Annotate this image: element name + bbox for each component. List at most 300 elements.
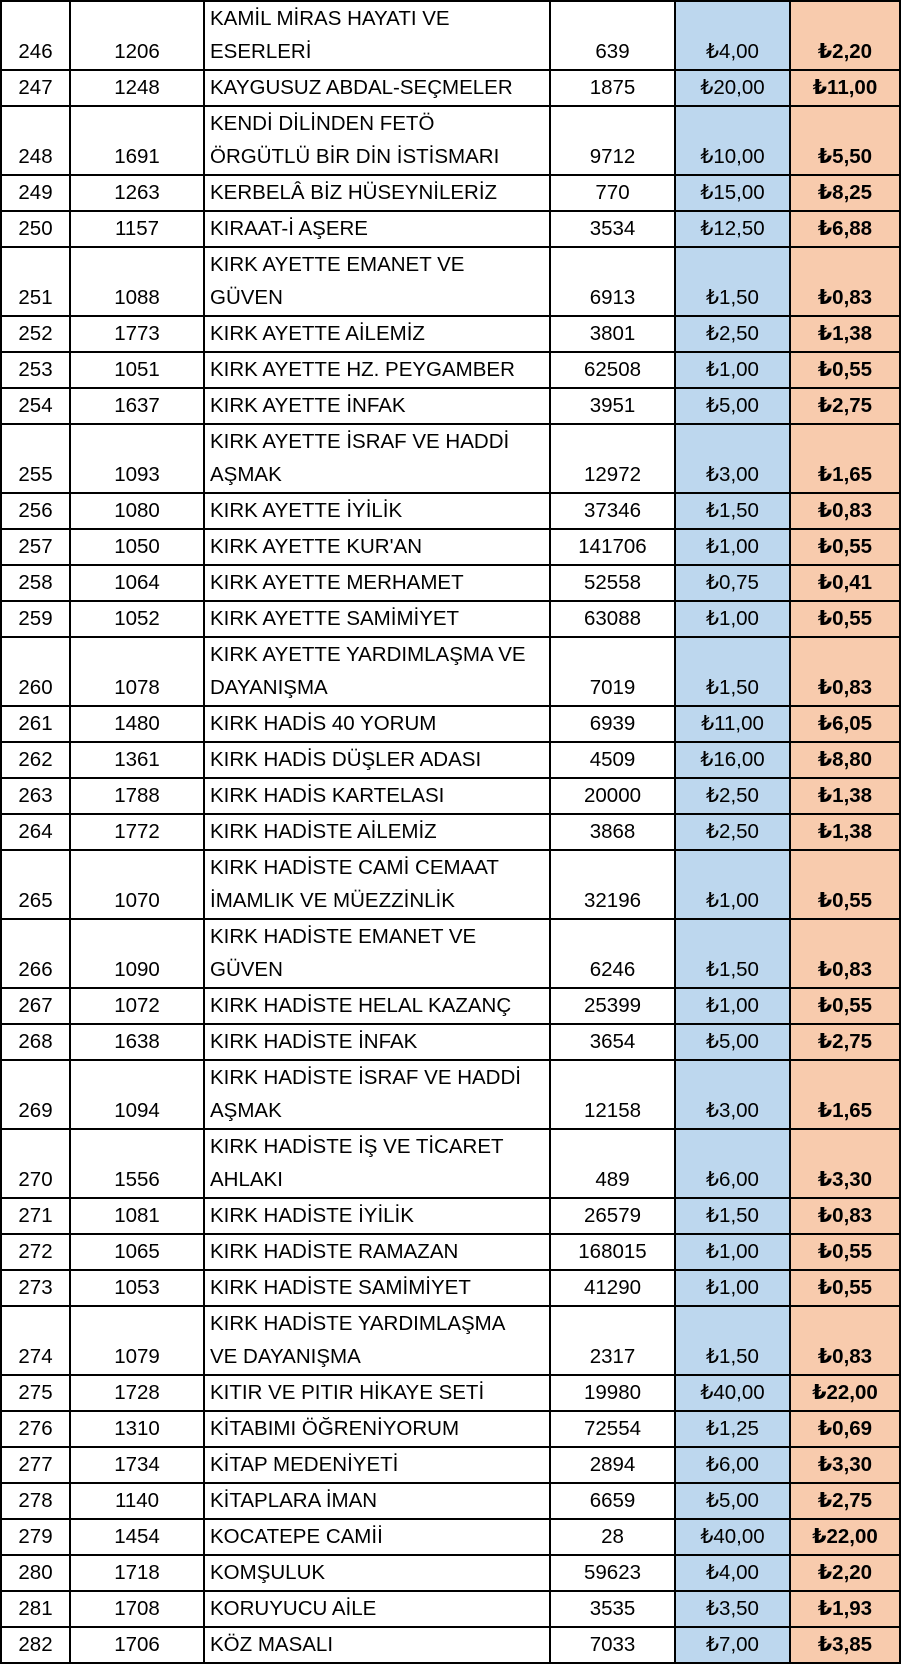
list-price-cell: ₺40,00	[675, 1375, 790, 1411]
discounted-price-cell: ₺22,00	[790, 1519, 900, 1555]
discounted-price-cell: ₺6,05	[790, 706, 900, 742]
row-number-cell: 281	[1, 1591, 70, 1627]
row-number-cell: 263	[1, 778, 70, 814]
book-title-cell	[204, 1306, 550, 1375]
discounted-price-cell: ₺3,30	[790, 1447, 900, 1483]
product-code-cell: 1310	[70, 1411, 204, 1447]
discounted-price-cell: ₺0,83	[790, 493, 900, 529]
discounted-price-cell: ₺3,85	[790, 1627, 900, 1663]
book-title-cell	[204, 1483, 550, 1519]
book-title-line: KIRK AYETTE SAMİMİYET	[210, 607, 460, 630]
row-number-cell: 260	[1, 637, 70, 706]
table-row	[1, 211, 900, 247]
table-row	[1, 1234, 900, 1270]
discounted-price-cell: ₺0,69	[790, 1411, 900, 1447]
table-row	[1, 424, 900, 493]
product-code-cell: 1052	[70, 601, 204, 637]
book-title-line: KIRK HADİS KARTELASI	[210, 784, 445, 807]
book-title-cell	[204, 814, 550, 850]
stock-quantity-cell: 72554	[550, 1411, 675, 1447]
book-title-line: KIRK HADİSTE İYİLİK	[210, 1204, 414, 1227]
row-number-cell: 266	[1, 919, 70, 988]
book-title-line: KIRK HADİSTE HELAL KAZANÇ	[210, 994, 512, 1017]
product-code-cell: 1090	[70, 919, 204, 988]
book-title-cell	[204, 106, 550, 175]
book-title-line: KOCATEPE CAMİİ	[210, 1525, 383, 1548]
table-row	[1, 175, 900, 211]
stock-quantity-cell: 26579	[550, 1198, 675, 1234]
discounted-price-cell: ₺0,55	[790, 352, 900, 388]
table-row	[1, 247, 900, 316]
book-title-line: KIRK AYETTE İYİLİK	[210, 499, 403, 522]
product-code-cell: 1734	[70, 1447, 204, 1483]
discounted-price-cell: ₺22,00	[790, 1375, 900, 1411]
discounted-price-cell: ₺8,25	[790, 175, 900, 211]
product-code-cell: 1788	[70, 778, 204, 814]
book-title-cell	[204, 601, 550, 637]
list-price-cell: ₺3,50	[675, 1591, 790, 1627]
table-row	[1, 1519, 900, 1555]
book-title-cell	[204, 919, 550, 988]
discounted-price-cell: ₺2,75	[790, 388, 900, 424]
product-code-cell: 1065	[70, 1234, 204, 1270]
list-price-cell: ₺40,00	[675, 1519, 790, 1555]
book-title-cell	[204, 1519, 550, 1555]
discounted-price-cell: ₺2,75	[790, 1483, 900, 1519]
book-title-cell	[204, 493, 550, 529]
list-price-cell: ₺1,00	[675, 601, 790, 637]
stock-quantity-cell: 639	[550, 1, 675, 70]
row-number-cell: 259	[1, 601, 70, 637]
book-title-cell	[204, 175, 550, 211]
row-number-cell: 261	[1, 706, 70, 742]
product-code-cell: 1691	[70, 106, 204, 175]
list-price-cell: ₺3,00	[675, 1060, 790, 1129]
stock-quantity-cell: 9712	[550, 106, 675, 175]
list-price-cell: ₺4,00	[675, 1, 790, 70]
book-title-line: KIRK AYETTE YARDIMLAŞMA VE	[210, 643, 526, 666]
row-number-cell: 278	[1, 1483, 70, 1519]
list-price-cell: ₺1,00	[675, 1234, 790, 1270]
row-number-cell: 254	[1, 388, 70, 424]
list-price-cell: ₺15,00	[675, 175, 790, 211]
discounted-price-cell: ₺0,83	[790, 247, 900, 316]
table-row	[1, 637, 900, 706]
product-code-cell: 1206	[70, 1, 204, 70]
book-title-cell	[204, 529, 550, 565]
table-row	[1, 1627, 900, 1663]
book-title-line: KIRK HADİSTE EMANET VE	[210, 925, 477, 948]
book-title-line: KIRK HADİSTE RAMAZAN	[210, 1240, 459, 1263]
book-title-cell	[204, 1591, 550, 1627]
stock-quantity-cell: 6913	[550, 247, 675, 316]
stock-quantity-cell: 63088	[550, 601, 675, 637]
stock-quantity-cell: 2894	[550, 1447, 675, 1483]
book-title-line: KIRAAT-İ AŞERE	[210, 217, 368, 240]
discounted-price-cell: ₺1,65	[790, 424, 900, 493]
list-price-cell: ₺1,00	[675, 352, 790, 388]
discounted-price-cell: ₺1,93	[790, 1591, 900, 1627]
discounted-price-cell: ₺0,55	[790, 850, 900, 919]
list-price-cell: ₺11,00	[675, 706, 790, 742]
row-number-cell: 257	[1, 529, 70, 565]
stock-quantity-cell: 62508	[550, 352, 675, 388]
product-code-cell: 1140	[70, 1483, 204, 1519]
product-code-cell: 1093	[70, 424, 204, 493]
product-code-cell: 1773	[70, 316, 204, 352]
product-code-cell: 1706	[70, 1627, 204, 1663]
book-title-line: KIRK HADİSTE CAMİ CEMAAT	[210, 856, 499, 879]
list-price-cell: ₺20,00	[675, 70, 790, 106]
book-title-cell	[204, 352, 550, 388]
list-price-cell: ₺1,50	[675, 1198, 790, 1234]
list-price-cell: ₺2,50	[675, 814, 790, 850]
book-title-line: KAMİL MİRAS HAYATI VE	[210, 7, 450, 30]
list-price-cell: ₺1,25	[675, 1411, 790, 1447]
list-price-cell: ₺1,00	[675, 529, 790, 565]
book-title-cell	[204, 1234, 550, 1270]
product-code-cell: 1157	[70, 211, 204, 247]
row-number-cell: 277	[1, 1447, 70, 1483]
book-title-line: KIRK HADİSTE AİLEMİZ	[210, 820, 437, 843]
list-price-cell: ₺0,75	[675, 565, 790, 601]
product-code-cell: 1079	[70, 1306, 204, 1375]
book-title-cell	[204, 211, 550, 247]
product-code-cell: 1454	[70, 1519, 204, 1555]
stock-quantity-cell: 2317	[550, 1306, 675, 1375]
stock-quantity-cell: 3951	[550, 388, 675, 424]
row-number-cell: 272	[1, 1234, 70, 1270]
list-price-cell: ₺2,50	[675, 778, 790, 814]
list-price-cell: ₺1,00	[675, 988, 790, 1024]
book-title-cell	[204, 706, 550, 742]
row-number-cell: 270	[1, 1129, 70, 1198]
product-code-cell: 1053	[70, 1270, 204, 1306]
product-code-cell: 1050	[70, 529, 204, 565]
row-number-cell: 265	[1, 850, 70, 919]
product-code-cell: 1637	[70, 388, 204, 424]
book-title-line: KAYGUSUZ ABDAL-SEÇMELER	[210, 76, 513, 99]
stock-quantity-cell: 7033	[550, 1627, 675, 1663]
book-title-line: ÖRGÜTLÜ BİR DİN İSTİSMARI	[210, 145, 500, 168]
table-row	[1, 778, 900, 814]
book-title-cell	[204, 424, 550, 493]
book-title-cell	[204, 388, 550, 424]
stock-quantity-cell: 59623	[550, 1555, 675, 1591]
book-title-line: AŞMAK	[210, 463, 282, 486]
product-code-cell: 1064	[70, 565, 204, 601]
discounted-price-cell: ₺0,83	[790, 1198, 900, 1234]
product-code-cell: 1070	[70, 850, 204, 919]
discounted-price-cell: ₺0,41	[790, 565, 900, 601]
product-code-cell: 1728	[70, 1375, 204, 1411]
book-title-line: KİTAPLARA İMAN	[210, 1489, 378, 1512]
row-number-cell: 246	[1, 1, 70, 70]
row-number-cell: 279	[1, 1519, 70, 1555]
book-title-line: KİTAP MEDENİYETİ	[210, 1453, 399, 1476]
stock-quantity-cell: 12158	[550, 1060, 675, 1129]
book-title-cell	[204, 988, 550, 1024]
table-row	[1, 814, 900, 850]
row-number-cell: 248	[1, 106, 70, 175]
row-number-cell: 276	[1, 1411, 70, 1447]
book-title-line: GÜVEN	[210, 286, 283, 309]
discounted-price-cell: ₺1,65	[790, 1060, 900, 1129]
book-title-cell	[204, 70, 550, 106]
book-title-line: KIRK HADİSTE YARDIMLAŞMA	[210, 1312, 506, 1335]
product-code-cell: 1094	[70, 1060, 204, 1129]
product-code-cell: 1051	[70, 352, 204, 388]
discounted-price-cell: ₺1,38	[790, 316, 900, 352]
stock-quantity-cell: 6939	[550, 706, 675, 742]
table-row	[1, 493, 900, 529]
table-row	[1, 106, 900, 175]
stock-quantity-cell: 3801	[550, 316, 675, 352]
book-title-cell	[204, 1411, 550, 1447]
product-code-cell: 1772	[70, 814, 204, 850]
discounted-price-cell: ₺5,50	[790, 106, 900, 175]
row-number-cell: 282	[1, 1627, 70, 1663]
book-title-line: KÖZ MASALI	[210, 1633, 334, 1656]
row-number-cell: 247	[1, 70, 70, 106]
table-row	[1, 601, 900, 637]
book-title-line: KIRK AYETTE İNFAK	[210, 394, 406, 417]
stock-quantity-cell: 20000	[550, 778, 675, 814]
table-row	[1, 1306, 900, 1375]
book-title-line: AHLAKI	[210, 1168, 283, 1191]
list-price-cell: ₺1,50	[675, 247, 790, 316]
book-title-line: KIRK HADİS 40 YORUM	[210, 712, 437, 735]
book-title-line: KIRK AYETTE İSRAF VE HADDİ	[210, 430, 510, 453]
book-title-cell	[204, 1198, 550, 1234]
row-number-cell: 274	[1, 1306, 70, 1375]
stock-quantity-cell: 52558	[550, 565, 675, 601]
table-row	[1, 1, 900, 70]
discounted-price-cell: ₺2,20	[790, 1, 900, 70]
table-row	[1, 1129, 900, 1198]
stock-quantity-cell: 168015	[550, 1234, 675, 1270]
book-title-line: KIRK HADİSTE İNFAK	[210, 1030, 418, 1053]
stock-quantity-cell: 1875	[550, 70, 675, 106]
product-code-cell: 1638	[70, 1024, 204, 1060]
row-number-cell: 269	[1, 1060, 70, 1129]
book-title-line: DAYANIŞMA	[210, 676, 328, 699]
table-row	[1, 1198, 900, 1234]
book-title-line: KIRK AYETTE AİLEMİZ	[210, 322, 425, 345]
row-number-cell: 262	[1, 742, 70, 778]
row-number-cell: 275	[1, 1375, 70, 1411]
book-title-cell	[204, 1, 550, 70]
discounted-price-cell: ₺8,80	[790, 742, 900, 778]
stock-quantity-cell: 37346	[550, 493, 675, 529]
list-price-cell: ₺16,00	[675, 742, 790, 778]
product-code-cell: 1072	[70, 988, 204, 1024]
row-number-cell: 249	[1, 175, 70, 211]
list-price-cell: ₺5,00	[675, 1483, 790, 1519]
product-code-cell: 1078	[70, 637, 204, 706]
list-price-cell: ₺5,00	[675, 1024, 790, 1060]
book-title-line: KIRK HADİS DÜŞLER ADASI	[210, 748, 482, 771]
stock-quantity-cell: 12972	[550, 424, 675, 493]
stock-quantity-cell: 3535	[550, 1591, 675, 1627]
stock-quantity-cell: 25399	[550, 988, 675, 1024]
list-price-cell: ₺7,00	[675, 1627, 790, 1663]
stock-quantity-cell: 4509	[550, 742, 675, 778]
row-number-cell: 273	[1, 1270, 70, 1306]
list-price-cell: ₺10,00	[675, 106, 790, 175]
list-price-cell: ₺5,00	[675, 388, 790, 424]
stock-quantity-cell: 3534	[550, 211, 675, 247]
book-title-cell	[204, 565, 550, 601]
list-price-cell: ₺1,50	[675, 637, 790, 706]
discounted-price-cell: ₺0,55	[790, 988, 900, 1024]
table-row	[1, 742, 900, 778]
list-price-cell: ₺1,00	[675, 850, 790, 919]
table-row	[1, 1411, 900, 1447]
book-title-cell	[204, 316, 550, 352]
table-row	[1, 565, 900, 601]
stock-quantity-cell: 32196	[550, 850, 675, 919]
price-list-body	[1, 1, 900, 1663]
list-price-cell: ₺3,00	[675, 424, 790, 493]
book-title-line: KITIR VE PITIR HİKAYE SETİ	[210, 1381, 485, 1404]
row-number-cell: 251	[1, 247, 70, 316]
discounted-price-cell: ₺6,88	[790, 211, 900, 247]
table-row	[1, 1555, 900, 1591]
book-title-line: İMAMLIK VE MÜEZZİNLİK	[210, 889, 455, 912]
discounted-price-cell: ₺0,55	[790, 1270, 900, 1306]
table-row	[1, 1591, 900, 1627]
table-row	[1, 1483, 900, 1519]
list-price-cell: ₺1,50	[675, 1306, 790, 1375]
discounted-price-cell: ₺0,55	[790, 1234, 900, 1270]
list-price-cell: ₺4,00	[675, 1555, 790, 1591]
discounted-price-cell: ₺0,83	[790, 1306, 900, 1375]
discounted-price-cell: ₺0,83	[790, 637, 900, 706]
row-number-cell: 255	[1, 424, 70, 493]
book-title-cell	[204, 637, 550, 706]
row-number-cell: 280	[1, 1555, 70, 1591]
product-code-cell: 1081	[70, 1198, 204, 1234]
product-code-cell: 1708	[70, 1591, 204, 1627]
book-title-line: KIRK AYETTE MERHAMET	[210, 571, 464, 594]
row-number-cell: 264	[1, 814, 70, 850]
book-title-line: KIRK HADİSTE İŞ VE TİCARET	[210, 1135, 504, 1158]
stock-quantity-cell: 141706	[550, 529, 675, 565]
book-title-line: KOMŞULUK	[210, 1561, 326, 1584]
book-title-cell	[204, 1375, 550, 1411]
book-title-line: KERBELÂ BİZ HÜSEYNİLERİZ	[210, 181, 498, 204]
row-number-cell: 258	[1, 565, 70, 601]
book-title-cell	[204, 742, 550, 778]
book-title-line: KIRK AYETTE KUR'AN	[210, 535, 422, 558]
row-number-cell: 271	[1, 1198, 70, 1234]
table-row	[1, 1447, 900, 1483]
row-number-cell: 252	[1, 316, 70, 352]
product-code-cell: 1080	[70, 493, 204, 529]
book-title-cell	[204, 778, 550, 814]
book-title-line: KIRK AYETTE HZ. PEYGAMBER	[210, 358, 515, 381]
row-number-cell: 250	[1, 211, 70, 247]
book-title-line: AŞMAK	[210, 1099, 282, 1122]
table-row	[1, 988, 900, 1024]
stock-quantity-cell: 28	[550, 1519, 675, 1555]
book-title-cell	[204, 850, 550, 919]
book-title-line: KIRK HADİSTE SAMİMİYET	[210, 1276, 471, 1299]
stock-quantity-cell: 489	[550, 1129, 675, 1198]
table-row	[1, 1270, 900, 1306]
table-row	[1, 352, 900, 388]
discounted-price-cell: ₺3,30	[790, 1129, 900, 1198]
table-row	[1, 850, 900, 919]
product-code-cell: 1480	[70, 706, 204, 742]
table-row	[1, 316, 900, 352]
stock-quantity-cell: 770	[550, 175, 675, 211]
table-row	[1, 70, 900, 106]
list-price-cell: ₺6,00	[675, 1447, 790, 1483]
discounted-price-cell: ₺1,38	[790, 778, 900, 814]
book-title-cell	[204, 1270, 550, 1306]
table-row	[1, 1060, 900, 1129]
book-title-line: KİTABIMI ÖĞRENİYORUM	[210, 1417, 460, 1440]
product-code-cell: 1263	[70, 175, 204, 211]
list-price-cell: ₺1,00	[675, 1270, 790, 1306]
book-title-line: KIRK AYETTE EMANET VE	[210, 253, 465, 276]
product-code-cell: 1718	[70, 1555, 204, 1591]
list-price-cell: ₺1,50	[675, 919, 790, 988]
stock-quantity-cell: 7019	[550, 637, 675, 706]
book-title-cell	[204, 247, 550, 316]
list-price-cell: ₺1,50	[675, 493, 790, 529]
row-number-cell: 267	[1, 988, 70, 1024]
book-title-line: VE DAYANIŞMA	[210, 1345, 361, 1368]
table-row	[1, 1024, 900, 1060]
book-title-line: KENDİ DİLİNDEN FETÖ	[210, 112, 435, 135]
discounted-price-cell: ₺0,83	[790, 919, 900, 988]
stock-quantity-cell: 41290	[550, 1270, 675, 1306]
book-title-cell	[204, 1627, 550, 1663]
list-price-cell: ₺6,00	[675, 1129, 790, 1198]
stock-quantity-cell: 3868	[550, 814, 675, 850]
stock-quantity-cell: 19980	[550, 1375, 675, 1411]
book-title-line: ESERLERİ	[210, 40, 312, 63]
row-number-cell: 253	[1, 352, 70, 388]
product-code-cell: 1088	[70, 247, 204, 316]
table-row	[1, 1375, 900, 1411]
table-row	[1, 706, 900, 742]
book-title-cell	[204, 1447, 550, 1483]
discounted-price-cell: ₺0,55	[790, 529, 900, 565]
book-title-cell	[204, 1555, 550, 1591]
stock-quantity-cell: 6659	[550, 1483, 675, 1519]
discounted-price-cell: ₺1,38	[790, 814, 900, 850]
book-title-line: GÜVEN	[210, 958, 283, 981]
book-title-cell	[204, 1024, 550, 1060]
book-title-cell	[204, 1129, 550, 1198]
product-code-cell: 1556	[70, 1129, 204, 1198]
product-code-cell: 1361	[70, 742, 204, 778]
row-number-cell: 268	[1, 1024, 70, 1060]
list-price-cell: ₺2,50	[675, 316, 790, 352]
discounted-price-cell: ₺0,55	[790, 601, 900, 637]
table-row	[1, 388, 900, 424]
discounted-price-cell: ₺2,20	[790, 1555, 900, 1591]
discounted-price-cell: ₺11,00	[790, 70, 900, 106]
discounted-price-cell: ₺2,75	[790, 1024, 900, 1060]
table-row	[1, 919, 900, 988]
book-title-cell	[204, 1060, 550, 1129]
table-row	[1, 529, 900, 565]
